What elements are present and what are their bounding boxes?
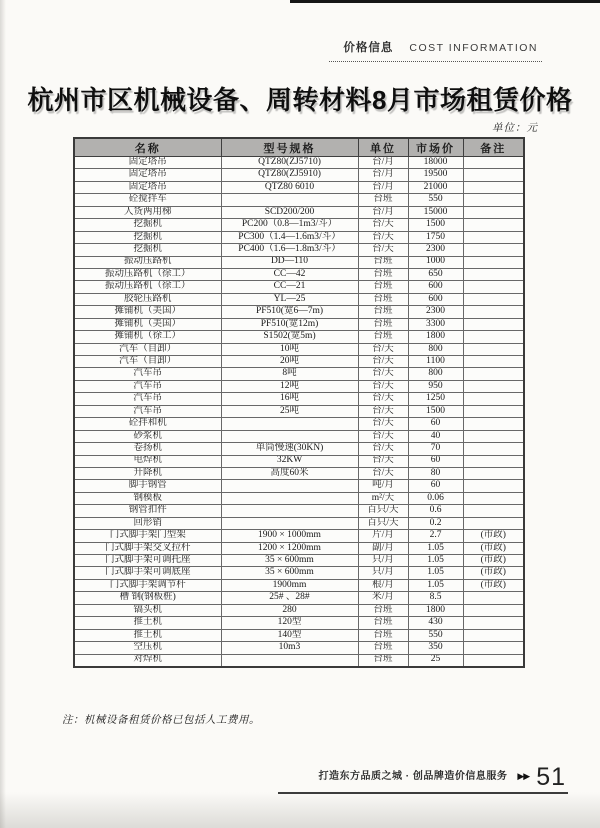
cell-remark (463, 157, 524, 169)
cell-remark (463, 517, 524, 529)
cell-remark: (市政) (463, 555, 524, 567)
table-row (74, 268, 524, 280)
cell-unit: 台班 (358, 293, 408, 305)
cell-unit: 台班 (358, 617, 408, 629)
table-row (74, 231, 524, 243)
cell-unit: 台/天 (358, 380, 408, 392)
cell-price: 1750 (408, 231, 463, 243)
cell-unit: 台/天 (358, 244, 408, 256)
cell-remark (463, 405, 524, 417)
cell-unit: 台/月 (358, 206, 408, 218)
cell-remark: (市政) (463, 579, 524, 591)
cell-model: 35 × 600mm (221, 555, 358, 567)
cell-remark (463, 306, 524, 318)
cell-model: 20吨 (221, 356, 358, 368)
cell-remark (463, 356, 524, 368)
table-row (74, 629, 524, 641)
table-row (74, 492, 524, 504)
table-row (74, 194, 524, 206)
cell-price: 18000 (408, 157, 463, 169)
cell-unit: 台班 (358, 318, 408, 330)
cell-model: 10吨 (221, 343, 358, 355)
cell-model: 32KW (221, 455, 358, 467)
cell-price: 550 (408, 629, 463, 641)
cell-unit: 台班 (358, 256, 408, 268)
page-number: 51 (536, 763, 566, 791)
cell-remark (463, 443, 524, 455)
cell-model: PF510(宽12m) (221, 318, 358, 330)
cell-unit: 台/天 (358, 430, 408, 442)
cell-remark (463, 293, 524, 305)
cell-model: 280 (221, 604, 358, 616)
table-row (74, 244, 524, 256)
scan-left-edge (0, 0, 6, 828)
cell-name: 钢管扣件 (74, 505, 221, 517)
table-row (74, 293, 524, 305)
cell-model: S1502(宽5m) (221, 331, 358, 343)
cell-name: 汽车吊 (74, 368, 221, 380)
column-header-model: 型号规格 (221, 138, 358, 157)
table-row (74, 368, 524, 380)
scan-top-edge (290, 0, 600, 3)
cell-price: 25 (408, 654, 463, 667)
cell-name: 门式脚手架门型架 (74, 530, 221, 542)
table-row (74, 219, 524, 231)
cell-price: 8.5 (408, 592, 463, 604)
cell-name: 门式脚手架交叉拉杆 (74, 542, 221, 554)
cell-price: 0.06 (408, 492, 463, 504)
cell-remark (463, 206, 524, 218)
cell-unit: 台/天 (358, 467, 408, 479)
cell-remark (463, 181, 524, 193)
cell-name: 汽车（自卸） (74, 356, 221, 368)
cell-price: 19500 (408, 169, 463, 181)
table-row (74, 604, 524, 616)
cell-name: 挖掘机 (74, 219, 221, 231)
cell-model: PC400（1.6—1.8m3/斗） (221, 244, 358, 256)
cell-price: 60 (408, 418, 463, 430)
cell-price: 800 (408, 343, 463, 355)
table-row (74, 306, 524, 318)
column-header-name: 名称 (74, 138, 221, 157)
cell-remark (463, 492, 524, 504)
cell-name: 汽车吊 (74, 393, 221, 405)
cell-price: 800 (408, 368, 463, 380)
cell-remark (463, 219, 524, 231)
cell-model (221, 194, 358, 206)
cell-unit: 台/天 (358, 455, 408, 467)
cell-name: 挖掘机 (74, 244, 221, 256)
cell-name: 门式脚手架调节杆 (74, 579, 221, 591)
cell-name: 摊铺机（美国） (74, 318, 221, 330)
cell-remark (463, 256, 524, 268)
cell-name: 砼搅拌车 (74, 194, 221, 206)
table-row (74, 517, 524, 529)
cell-model: PF510(宽6—7m) (221, 306, 358, 318)
cell-model: 25# 、28# (221, 592, 358, 604)
table-row (74, 579, 524, 591)
cell-name: 挖掘机 (74, 231, 221, 243)
cell-remark (463, 430, 524, 442)
cell-price: 550 (408, 194, 463, 206)
cell-price: 1500 (408, 219, 463, 231)
cell-unit: 根/月 (358, 579, 408, 591)
double-right-arrow-icon: ▶▶ (517, 771, 530, 781)
cell-name: 对焊机 (74, 654, 221, 667)
table-row (74, 542, 524, 554)
cell-price: 2300 (408, 244, 463, 256)
table-row (74, 206, 524, 218)
table-row (74, 281, 524, 293)
cell-model: QTZ80(ZJ5710) (221, 157, 358, 169)
table-row (74, 380, 524, 392)
cell-name: 振动压路机（徐工） (74, 268, 221, 280)
table-row (74, 356, 524, 368)
table-row (74, 405, 524, 417)
cell-model (221, 418, 358, 430)
cell-model: 10m3 (221, 642, 358, 654)
page-header-en: COST INFORMATION (409, 42, 538, 54)
cell-remark (463, 343, 524, 355)
cell-model (221, 505, 358, 517)
cell-remark (463, 505, 524, 517)
cell-unit: 台/天 (358, 343, 408, 355)
cell-remark (463, 268, 524, 280)
cell-model: CC—42 (221, 268, 358, 280)
cell-model: 120型 (221, 617, 358, 629)
cell-price: 1.05 (408, 555, 463, 567)
cell-unit: 台/天 (358, 393, 408, 405)
cell-remark (463, 318, 524, 330)
cell-model: PC200（0.8—1m3/斗） (221, 219, 358, 231)
table-row (74, 343, 524, 355)
cell-price: 2.7 (408, 530, 463, 542)
table-row (74, 181, 524, 193)
table-row (74, 567, 524, 579)
cell-remark (463, 231, 524, 243)
cell-remark (463, 380, 524, 392)
cell-model: SCD200/200 (221, 206, 358, 218)
cell-price: 650 (408, 268, 463, 280)
cell-remark (463, 604, 524, 616)
cell-model: 1900 × 1000mm (221, 530, 358, 542)
cell-unit: 台/天 (358, 368, 408, 380)
cell-remark (463, 654, 524, 667)
cell-name: 槽 钢(钢板桩) (74, 592, 221, 604)
table-row (74, 318, 524, 330)
cell-name: 升降机 (74, 467, 221, 479)
cell-model: 8吨 (221, 368, 358, 380)
cell-model: 35 × 600mm (221, 567, 358, 579)
table-row (74, 418, 524, 430)
cell-unit: 台/天 (358, 231, 408, 243)
cell-price: 0.2 (408, 517, 463, 529)
cell-price: 60 (408, 455, 463, 467)
column-header-remark: 备注 (463, 138, 524, 157)
cell-model: 1200 × 1200mm (221, 542, 358, 554)
cell-unit: 台/月 (358, 169, 408, 181)
cell-unit: 百只/天 (358, 517, 408, 529)
cell-name: 砂浆机 (74, 430, 221, 442)
cell-name: 汽车吊 (74, 405, 221, 417)
table-row (74, 654, 524, 667)
cell-model: QTZ80(ZJ5910) (221, 169, 358, 181)
cell-price: 1800 (408, 331, 463, 343)
cell-price: 2300 (408, 306, 463, 318)
cell-unit: 台班 (358, 642, 408, 654)
cell-price: 3300 (408, 318, 463, 330)
table-row (74, 530, 524, 542)
table-row (74, 430, 524, 442)
cell-unit: 台/月 (358, 181, 408, 193)
footnote: 注：机械设备租赁价格已包括人工费用。 (62, 715, 260, 726)
table-row (74, 480, 524, 492)
footer-slogan: 打造东方品质之城 · 创品牌造价信息服务 (318, 771, 508, 782)
cell-remark (463, 642, 524, 654)
cell-name: 振动压路机 (74, 256, 221, 268)
cell-name: 镐头机 (74, 604, 221, 616)
cell-name: 振动压路机（徐工） (74, 281, 221, 293)
cell-price: 600 (408, 293, 463, 305)
cell-unit: 百只/天 (358, 505, 408, 517)
cell-unit: m²/天 (358, 492, 408, 504)
cell-remark (463, 169, 524, 181)
cell-model (221, 430, 358, 442)
cell-name: 钢模板 (74, 492, 221, 504)
cell-model (221, 654, 358, 667)
cell-name: 卷扬机 (74, 443, 221, 455)
cell-name: 汽车吊 (74, 380, 221, 392)
cell-unit: 台班 (358, 194, 408, 206)
cell-price: 430 (408, 617, 463, 629)
table-row (74, 256, 524, 268)
table-row (74, 443, 524, 455)
table-row (74, 642, 524, 654)
cell-unit: 只/月 (358, 555, 408, 567)
cell-price: 1.05 (408, 542, 463, 554)
cell-name: 固定塔吊 (74, 169, 221, 181)
cell-name: 汽车（自卸） (74, 343, 221, 355)
cell-unit: 台班 (358, 306, 408, 318)
table-row (74, 169, 524, 181)
table-header-row (74, 138, 524, 157)
cell-name: 摊铺机（美国） (74, 306, 221, 318)
cell-price: 60 (408, 480, 463, 492)
cell-model: 单筒慢速(30KN) (221, 443, 358, 455)
cell-remark: (市政) (463, 567, 524, 579)
cell-model: QTZ80 6010 (221, 181, 358, 193)
cell-remark: (市政) (463, 530, 524, 542)
cell-remark (463, 617, 524, 629)
cell-name: 固定塔吊 (74, 157, 221, 169)
cell-remark: (市政) (463, 542, 524, 554)
cell-price: 350 (408, 642, 463, 654)
column-header-price: 市场价 (408, 138, 463, 157)
column-header-unit: 单位 (358, 138, 408, 157)
table-row (74, 157, 524, 169)
cell-remark (463, 455, 524, 467)
table-row (74, 393, 524, 405)
cell-model: 16吨 (221, 393, 358, 405)
cell-price: 600 (408, 281, 463, 293)
cell-unit: 只/月 (358, 567, 408, 579)
cell-price: 1.05 (408, 567, 463, 579)
cell-unit: 吨/月 (358, 480, 408, 492)
cell-name: 推土机 (74, 629, 221, 641)
footer (0, 763, 566, 792)
cell-price: 1.05 (408, 579, 463, 591)
table-row (74, 592, 524, 604)
scan-bottom-edge (0, 792, 600, 828)
unit-note: 单位：元 (492, 123, 538, 134)
cell-name: 推土机 (74, 617, 221, 629)
cell-remark (463, 244, 524, 256)
cell-name: 固定塔吊 (74, 181, 221, 193)
cell-unit: 台/月 (358, 157, 408, 169)
cell-unit: 副/月 (358, 542, 408, 554)
cell-unit: 台班 (358, 604, 408, 616)
table-row (74, 505, 524, 517)
cell-name: 人货两用梯 (74, 206, 221, 218)
cell-name: 胶轮压路机 (74, 293, 221, 305)
cell-unit: 台/天 (358, 356, 408, 368)
cell-remark (463, 592, 524, 604)
cell-unit: 台班 (358, 281, 408, 293)
cell-unit: 台班 (358, 331, 408, 343)
cell-unit: 台/天 (358, 405, 408, 417)
cell-name: 砼拌和机 (74, 418, 221, 430)
cell-price: 1500 (408, 405, 463, 417)
cell-name: 摊铺机（徐工） (74, 331, 221, 343)
cell-model: 140型 (221, 629, 358, 641)
cell-unit: 片/月 (358, 530, 408, 542)
cell-unit: 台/天 (358, 219, 408, 231)
cell-price: 1000 (408, 256, 463, 268)
cell-remark (463, 629, 524, 641)
cell-name: 电焊机 (74, 455, 221, 467)
cell-remark (463, 281, 524, 293)
table-row (74, 617, 524, 629)
cell-model: 25吨 (221, 405, 358, 417)
page-header (329, 38, 542, 62)
cell-price: 40 (408, 430, 463, 442)
cell-unit: 台班 (358, 629, 408, 641)
cell-model: DD—110 (221, 256, 358, 268)
cell-price: 1100 (408, 356, 463, 368)
cell-price: 950 (408, 380, 463, 392)
cell-price: 15000 (408, 206, 463, 218)
cell-price: 80 (408, 467, 463, 479)
cell-model: 高度60米 (221, 467, 358, 479)
cell-remark (463, 418, 524, 430)
cell-remark (463, 331, 524, 343)
cell-model (221, 492, 358, 504)
cell-model (221, 517, 358, 529)
cell-unit: 台班 (358, 268, 408, 280)
cell-unit: 台/天 (358, 418, 408, 430)
cell-remark (463, 393, 524, 405)
cell-unit: 米/月 (358, 592, 408, 604)
footer-rule (278, 792, 568, 794)
cell-price: 0.6 (408, 505, 463, 517)
cell-remark (463, 194, 524, 206)
cell-price: 1250 (408, 393, 463, 405)
cell-remark (463, 467, 524, 479)
cell-remark (463, 480, 524, 492)
table-row (74, 455, 524, 467)
cell-name: 门式脚手架可调托座 (74, 555, 221, 567)
cell-name: 回形销 (74, 517, 221, 529)
cell-unit: 台班 (358, 654, 408, 667)
cell-unit: 台/天 (358, 443, 408, 455)
table-row (74, 467, 524, 479)
cell-model: 12吨 (221, 380, 358, 392)
cell-model: YL—25 (221, 293, 358, 305)
table-row (74, 555, 524, 567)
cell-model: CC—21 (221, 281, 358, 293)
cell-model: PC300（1.4—1.6m3/斗） (221, 231, 358, 243)
cell-price: 1800 (408, 604, 463, 616)
price-table (73, 137, 525, 668)
cell-price: 21000 (408, 181, 463, 193)
page-title: 杭州市区机械设备、周转材料8月市场租赁价格 (27, 85, 573, 115)
cell-name: 空压机 (74, 642, 221, 654)
cell-name: 脚手钢管 (74, 480, 221, 492)
cell-model (221, 480, 358, 492)
table-row (74, 331, 524, 343)
page-header-cn: 价格信息 (343, 42, 394, 54)
cell-name: 门式脚手架可调底座 (74, 567, 221, 579)
cell-remark (463, 368, 524, 380)
cell-price: 70 (408, 443, 463, 455)
cell-model: 1900mm (221, 579, 358, 591)
